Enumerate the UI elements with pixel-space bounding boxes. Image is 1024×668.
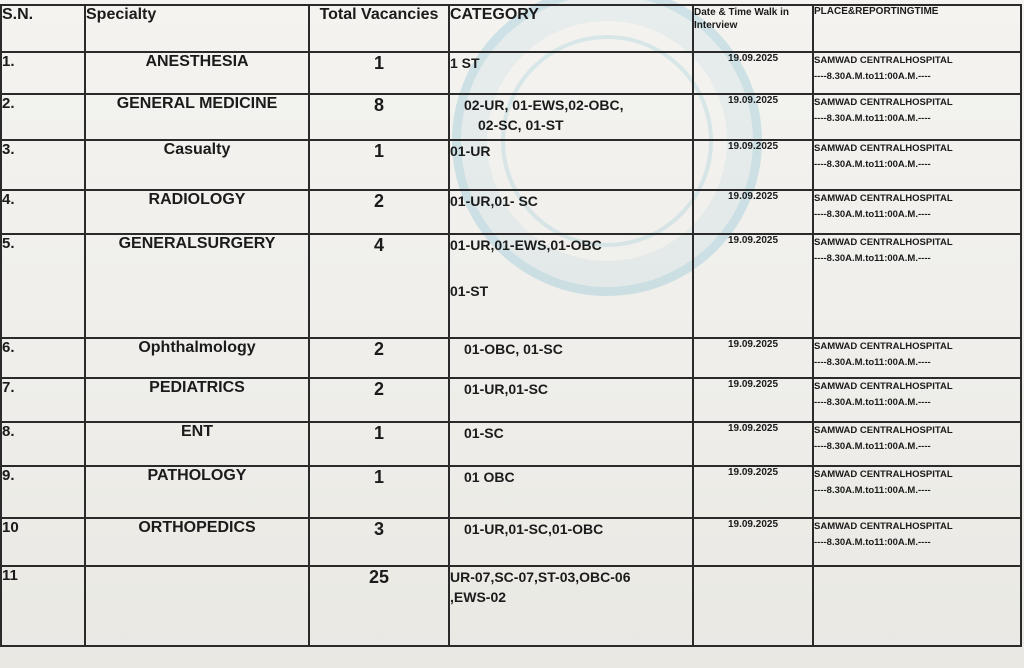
cell-place: SAMWAD CENTRALHOSPITAL ----8.30A.M.to11:00A.M.---- [813, 234, 1021, 338]
cell-category: 01-OBC, 01-SC [449, 338, 693, 378]
cell-specialty: PATHOLOGY [85, 466, 309, 518]
cell-place [813, 566, 1021, 646]
cell-date: 19.09.2025 [693, 190, 813, 234]
table-row [1, 94, 1021, 140]
table-row [1, 466, 1021, 518]
cell-sn: 1. [1, 52, 85, 94]
cell-specialty: ENT [85, 422, 309, 466]
header-total-vacancies: Total Vacancies [309, 5, 449, 52]
table-row [1, 422, 1021, 466]
cell-specialty: ANESTHESIA [85, 52, 309, 94]
cell-specialty: PEDIATRICS [85, 378, 309, 422]
cell-sn: 6. [1, 338, 85, 378]
header-category: CATEGORY [449, 5, 693, 52]
cell-sn: 7. [1, 378, 85, 422]
cell-sn: 3. [1, 140, 85, 190]
cell-place: SAMWAD CENTRALHOSPITAL ----8.30A.M.to11:00A.M.---- [813, 94, 1021, 140]
table-row [1, 190, 1021, 234]
cell-sn: 5. [1, 234, 85, 338]
cell-category: 1 ST [449, 52, 693, 94]
cell-total: 4 [309, 234, 449, 338]
cell-category: UR-07,SC-07,ST-03,OBC-06 ,EWS-02 [449, 566, 693, 646]
cell-specialty [85, 566, 309, 646]
cell-date: 19.09.2025 [693, 140, 813, 190]
table-row [1, 378, 1021, 422]
cell-specialty: Casualty [85, 140, 309, 190]
cell-place: SAMWAD CENTRALHOSPITAL ----8.30A.M.to11:00A.M.---- [813, 518, 1021, 566]
table-header-row [1, 5, 1021, 52]
cell-place: SAMWAD CENTRALHOSPITAL ----8.30A.M.to11:00A.M.---- [813, 338, 1021, 378]
header-specialty: Specialty [85, 5, 309, 52]
cell-total: 8 [309, 94, 449, 140]
header-date-time: Date & Time Walk in Interview [693, 5, 813, 52]
cell-date: 19.09.2025 [693, 234, 813, 338]
cell-place: SAMWAD CENTRALHOSPITAL ----8.30A.M.to11:00A.M.---- [813, 422, 1021, 466]
cell-category: 01-UR,01- SC [449, 190, 693, 234]
cell-total: 1 [309, 422, 449, 466]
cell-total: 1 [309, 466, 449, 518]
cell-place: SAMWAD CENTRALHOSPITAL ----8.30A.M.to11:00A.M.---- [813, 466, 1021, 518]
cell-category: 01-UR [449, 140, 693, 190]
cell-total: 1 [309, 52, 449, 94]
cell-place: SAMWAD CENTRALHOSPITAL ----8.30A.M.to11:00A.M.---- [813, 140, 1021, 190]
vacancy-table [0, 4, 1022, 647]
cell-sn: 9. [1, 466, 85, 518]
cell-sn: 10 [1, 518, 85, 566]
cell-specialty: ORTHOPEDICS [85, 518, 309, 566]
table-row [1, 234, 1021, 338]
cell-category: 01-UR,01-SC,01-OBC [449, 518, 693, 566]
cell-place: SAMWAD CENTRALHOSPITAL ----8.30A.M.to11:00A.M.---- [813, 378, 1021, 422]
cell-category: 02-UR, 01-EWS,02-OBC, 02-SC, 01-ST [449, 94, 693, 140]
cell-sn: 11 [1, 566, 85, 646]
cell-category: 01-UR,01-EWS,01-OBC 01-ST [449, 234, 693, 338]
cell-place: SAMWAD CENTRALHOSPITAL ----8.30A.M.to11:00A.M.---- [813, 52, 1021, 94]
cell-sn: 2. [1, 94, 85, 140]
cell-date: 19.09.2025 [693, 518, 813, 566]
cell-total: 2 [309, 338, 449, 378]
cell-date: 19.09.2025 [693, 338, 813, 378]
cell-date: 19.09.2025 [693, 422, 813, 466]
cell-date: 19.09.2025 [693, 52, 813, 94]
cell-date [693, 566, 813, 646]
table-row [1, 518, 1021, 566]
table-row [1, 140, 1021, 190]
cell-sn: 8. [1, 422, 85, 466]
header-place-reporting-time: PLACE&REPORTINGTIME [813, 5, 1021, 52]
table-row [1, 338, 1021, 378]
cell-date: 19.09.2025 [693, 466, 813, 518]
table-row [1, 52, 1021, 94]
cell-category: 01-UR,01-SC [449, 378, 693, 422]
cell-specialty: GENERALSURGERY [85, 234, 309, 338]
table-row-total [1, 566, 1021, 646]
cell-specialty: Ophthalmology [85, 338, 309, 378]
cell-total: 25 [309, 566, 449, 646]
cell-specialty: RADIOLOGY [85, 190, 309, 234]
cell-total: 3 [309, 518, 449, 566]
cell-total: 1 [309, 140, 449, 190]
cell-specialty: GENERAL MEDICINE [85, 94, 309, 140]
cell-sn: 4. [1, 190, 85, 234]
cell-category: 01 OBC [449, 466, 693, 518]
cell-total: 2 [309, 190, 449, 234]
cell-date: 19.09.2025 [693, 378, 813, 422]
cell-date: 19.09.2025 [693, 94, 813, 140]
cell-total: 2 [309, 378, 449, 422]
cell-place: SAMWAD CENTRALHOSPITAL ----8.30A.M.to11:00A.M.---- [813, 190, 1021, 234]
header-sn: S.N. [1, 5, 85, 52]
cell-category: 01-SC [449, 422, 693, 466]
